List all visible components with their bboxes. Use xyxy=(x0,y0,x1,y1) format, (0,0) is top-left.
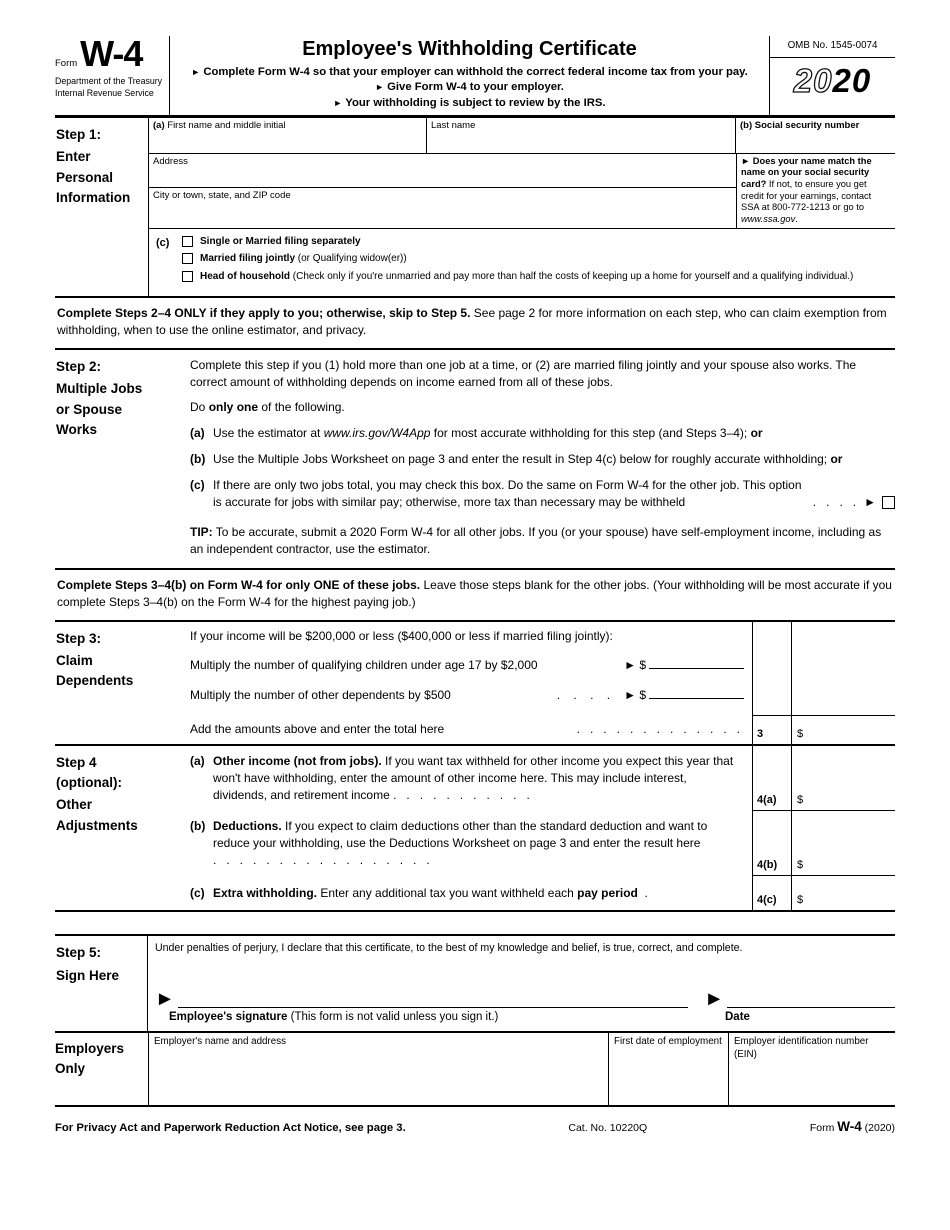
step-3-content xyxy=(148,622,895,745)
ssa-note xyxy=(736,154,895,228)
line-3-number-cell: 3 xyxy=(752,715,792,744)
item-4b-letter: (b) xyxy=(190,819,206,834)
form-header xyxy=(55,33,895,115)
first-name-field[interactable] xyxy=(149,118,426,153)
other-income-line xyxy=(148,746,752,810)
line-4c-amount-field[interactable] xyxy=(792,875,895,910)
year-outline-digits: 20 xyxy=(793,62,833,99)
item-c-line1: If there are only two jobs total, you may check this box. Do the same on Form W-4 for the other job. This option xyxy=(213,477,802,492)
empty-amount-cell xyxy=(792,649,895,683)
title-block xyxy=(169,36,770,115)
step-3-title: Claim Dependents xyxy=(56,653,134,689)
married-jointly-label: Married filing jointly (or Qualifying widow(er)) xyxy=(200,253,407,265)
department-line1: Department of the Treasury xyxy=(55,76,163,87)
dollar-sign: $ xyxy=(797,859,804,872)
section-gap xyxy=(55,912,895,934)
step-5-section xyxy=(55,936,895,1031)
steps-3-4-note-text: Leave those steps blank for the other jobs. (Your withholding will be most accurate if you complete Steps 3–4(b) on the Form W-4 for the highest paying job.) xyxy=(57,578,892,609)
privacy-act-notice: For Privacy Act and Paperwork Reduction Act Notice, see page 3. xyxy=(55,1122,406,1135)
filing-status-option-hoh xyxy=(182,271,895,284)
signature-row xyxy=(155,984,895,1011)
item-c-text xyxy=(213,477,895,511)
empty-number-cell xyxy=(752,649,792,683)
ssn-label: Social security number xyxy=(754,119,860,131)
omb-year-block xyxy=(770,36,895,115)
step-2-tip xyxy=(190,524,895,558)
form-footer xyxy=(55,1119,895,1134)
ssa-note-bold: Does your name match the name on your social security card? xyxy=(741,155,872,189)
step-1-section xyxy=(55,118,895,297)
other-dependents-line xyxy=(148,683,752,715)
signature-label: Employee's signature (This form is not valid unless you sign it.) xyxy=(169,1011,499,1024)
empty-number-cell xyxy=(752,622,792,649)
address-row xyxy=(149,154,895,229)
item-c-line2-row xyxy=(213,494,895,511)
empty-number-cell xyxy=(752,683,792,715)
ssn-letter: (b) xyxy=(740,119,753,131)
step-1-label-column xyxy=(55,118,148,297)
tax-year xyxy=(770,58,895,100)
last-name-field[interactable] xyxy=(426,118,736,153)
header-bullet-3 xyxy=(176,96,763,111)
step-1-number: Step 1: xyxy=(56,126,102,142)
step-3-number: Step 3: xyxy=(56,630,102,646)
empty-amount-cell xyxy=(792,622,895,649)
filing-status-option-single xyxy=(182,236,895,249)
perjury-declaration: Under penalties of perjury, I declare that this certificate, to the best of my knowledge and belief, is true, correct, and complete. xyxy=(155,942,743,955)
step-5-number: Step 5: xyxy=(56,945,102,961)
step-1-title: Enter Personal Information xyxy=(56,149,131,205)
address-label: Address xyxy=(153,155,188,167)
filing-status-option-married xyxy=(182,253,895,266)
dot-leader: . . . . . . . . . . . . . xyxy=(576,721,740,736)
steps-2-4-note-text: See page 2 for more information on each step, who can claim exemption from withholding, when to use the online estimator, and privacy. xyxy=(57,306,887,338)
qualifying-children-line xyxy=(148,649,752,683)
item-a-text: Use the estimator at www.irs.gov/W4App for most accurate withholding for this step (and Steps 3–4); or xyxy=(213,426,763,441)
dollar-sign: $ xyxy=(797,794,804,807)
name-ssn-row xyxy=(149,118,895,154)
step-5-content xyxy=(148,936,895,1031)
step-3-intro: If your income will be $200,000 or less ($400,000 or less if married filing jointly): xyxy=(190,628,613,643)
deductions-line xyxy=(148,810,752,875)
step-4-number: Step 4 (optional): xyxy=(56,755,122,790)
step-3-section xyxy=(55,622,895,745)
header-bullet-3-text: Your withholding is subject to review by the IRS. xyxy=(345,96,606,109)
footer-form-year: (2020) xyxy=(864,1122,895,1135)
step-5-label-column xyxy=(55,936,148,1031)
header-bullet-2-text: Give Form W-4 to your employer. xyxy=(387,81,564,94)
empty-amount-cell xyxy=(792,683,895,715)
step-1-fields xyxy=(148,118,895,297)
item-4c-text: Extra withholding. Enter any additional tax you want withheld each pay period . xyxy=(213,886,648,901)
omb-number: OMB No. 1545-0074 xyxy=(770,36,895,58)
step-2-do-line: Do only one of the following. xyxy=(190,400,345,415)
line-3-amount-field[interactable] xyxy=(792,715,895,744)
dot-leader: . xyxy=(637,886,648,901)
filing-status-options xyxy=(182,236,895,289)
employers-only-section xyxy=(55,1033,895,1105)
form-word-label: Form xyxy=(55,58,78,69)
filing-status-row xyxy=(149,229,895,297)
step-2-item-a xyxy=(190,425,895,442)
form-footer-id xyxy=(810,1119,895,1134)
employers-only-label-column xyxy=(55,1033,148,1105)
tip-label: TIP: xyxy=(190,525,213,540)
single-checkbox[interactable] xyxy=(182,236,193,247)
line-4c-number-cell: 4(c) xyxy=(752,875,792,910)
header-bullet-1-text: Complete Form W-4 so that your employer can withhold the correct federal income tax from your pay. xyxy=(203,66,748,78)
step-4-section xyxy=(55,746,895,910)
department-block xyxy=(55,76,169,99)
step-2-label-column xyxy=(55,350,148,568)
step-2-title: Multiple Jobs or Spouse Works xyxy=(56,381,143,437)
two-jobs-checkbox[interactable] xyxy=(882,496,895,509)
head-of-household-label: Head of household (Check only if you're unmarried and pay more than half the costs of keeping up a home for yourself and a qualifying individual.) xyxy=(200,270,854,282)
line-4b-number-cell: 4(b) xyxy=(752,810,792,875)
first-employment-date-label: First date of employment xyxy=(614,1036,722,1048)
step-2-section xyxy=(55,350,895,568)
ssa-link: www.ssa.gov xyxy=(741,213,796,224)
dot-leader: . . . . . . . . . . . . . . . . . xyxy=(213,853,430,868)
dependents-total-line xyxy=(148,715,752,744)
employer-name-label: Employer's name and address xyxy=(154,1036,287,1048)
department-line2: Internal Revenue Service xyxy=(55,87,154,98)
line-4a-amount-field[interactable] xyxy=(792,746,895,810)
header-bullet-1 xyxy=(176,65,763,80)
dollar-sign: $ xyxy=(797,894,804,907)
line-4b-amount-field[interactable] xyxy=(792,810,895,875)
ein-field[interactable] xyxy=(728,1033,895,1105)
address-field[interactable] xyxy=(149,154,736,188)
step-4-content xyxy=(148,746,895,910)
steps-3-4-note xyxy=(55,570,895,620)
head-of-household-checkbox[interactable] xyxy=(182,271,193,282)
tip-text: To be accurate, submit a 2020 Form W-4 for all other jobs. If you (or your spouse) have self-employment income, including as an independent contractor, use the estimator. xyxy=(190,525,882,557)
step-2-content xyxy=(148,350,895,568)
footer-form-word: Form xyxy=(809,1122,835,1135)
dollar-sign: $ xyxy=(797,728,804,741)
ssa-note-period: . xyxy=(795,213,798,224)
item-4c-letter: (c) xyxy=(190,886,205,901)
header-bullet-2 xyxy=(176,80,763,95)
arrow-icon: ► xyxy=(741,155,751,166)
children-amount-field[interactable] xyxy=(649,658,744,669)
arrow-icon: ► xyxy=(333,97,343,108)
step-2-item-c xyxy=(190,477,895,511)
line-4a-number-cell: 4(a) xyxy=(752,746,792,810)
item-4a-letter: (a) xyxy=(190,754,205,769)
dependents-total-text: Add the amounts above and enter the total here xyxy=(190,721,445,736)
arrow-icon: ► xyxy=(704,988,724,1011)
arrow-icon: ► xyxy=(155,988,175,1011)
employer-name-address-field[interactable] xyxy=(148,1033,608,1105)
first-name-letter: (a) xyxy=(153,119,165,131)
item-c-letter: (c) xyxy=(190,477,205,492)
address-column xyxy=(149,154,736,228)
dependents-amount-field[interactable] xyxy=(649,688,744,699)
single-label: Single or Married filing separately xyxy=(200,235,361,247)
city-state-zip-field[interactable] xyxy=(149,188,736,228)
item-a-letter: (a) xyxy=(190,426,205,441)
step-5-title: Sign Here xyxy=(56,967,120,983)
qualifying-children-entry xyxy=(624,657,744,673)
form-number: W-4 xyxy=(80,33,143,74)
step-2-item-b xyxy=(190,451,895,468)
item-b-letter: (b) xyxy=(190,452,206,467)
married-jointly-checkbox[interactable] xyxy=(182,253,193,264)
other-dependents-text: Multiply the number of other dependents by $500 xyxy=(190,687,451,702)
step-3-label-column xyxy=(55,622,148,745)
arrow-icon: ► xyxy=(624,657,636,672)
steps-2-4-note-bold: Complete Steps 2–4 ONLY if they apply to you; otherwise, skip to Step 5. xyxy=(57,306,471,321)
catalog-number: Cat. No. 10220Q xyxy=(568,1122,648,1135)
date-label: Date xyxy=(725,1011,750,1024)
first-name-label: First name and middle initial xyxy=(167,119,286,131)
qualifying-children-text: Multiply the number of qualifying children under age 17 by $2,000 xyxy=(190,657,538,672)
extra-withholding-line xyxy=(148,875,752,910)
city-label: City or town, state, and ZIP code xyxy=(153,189,291,201)
date-field[interactable] xyxy=(727,984,895,1008)
form-title: Employee's Withholding Certificate xyxy=(302,38,637,60)
signature-field[interactable] xyxy=(178,984,688,1008)
signature-labels-row xyxy=(155,1011,895,1023)
item-c-line2: is accurate for jobs with similar pay; otherwise, more tax than necessary may be withheld xyxy=(213,494,686,509)
employers-only-label: Employers Only xyxy=(55,1041,125,1076)
first-employment-date-field[interactable] xyxy=(608,1033,728,1105)
form-number-block xyxy=(55,33,169,115)
footer-form-number: W-4 xyxy=(837,1119,862,1135)
section-divider xyxy=(55,1105,895,1107)
steps-2-4-note xyxy=(55,298,895,348)
dot-leader: . . . . xyxy=(812,494,857,509)
year-solid-digits: 20 xyxy=(832,62,872,99)
step-2-number: Step 2: xyxy=(56,358,102,374)
item-b-text: Use the Multiple Jobs Worksheet on page 3 and enter the result in Step 4(c) below for roughly accurate withholding; or xyxy=(213,452,843,467)
ssn-field[interactable] xyxy=(736,118,895,153)
other-dependents-entry xyxy=(624,687,744,703)
last-name-label: Last name xyxy=(431,119,476,131)
filing-status-letter: (c) xyxy=(156,236,170,249)
step-4-title: Other Adjustments xyxy=(56,797,138,833)
item-4a-text: Other income (not from jobs). If you want tax withheld for other income you expect this year that won't have withholding, enter the amount of other income here. This may include interest, dividends, and retirement income . . . . . . . . . . . xyxy=(213,754,734,803)
arrow-icon: ► xyxy=(864,494,876,509)
arrow-icon: ► xyxy=(375,82,384,93)
step-4-label-column xyxy=(55,746,148,910)
steps-3-4-note-bold: Complete Steps 3–4(b) on Form W-4 for only ONE of these jobs. xyxy=(57,578,421,593)
dollar-sign: $ xyxy=(639,657,646,672)
step-2-intro: Complete this step if you (1) hold more than one job at a time, or (2) are married filing jointly and your spouse also works. The correct amount of withholding depends on income earned from all of these jobs. xyxy=(190,357,857,389)
arrow-icon: ► xyxy=(624,687,636,702)
arrow-icon: ► xyxy=(191,67,201,77)
dot-leader: . . . . . . . . . . . xyxy=(393,788,530,803)
ssa-note-text: If not, to ensure you get credit for your earnings, contact SSA at 800-772-1213 or go to xyxy=(741,178,872,213)
ein-label: Employer identification number (EIN) xyxy=(734,1036,869,1061)
dollar-sign: $ xyxy=(639,687,646,702)
item-4b-text: Deductions. If you expect to claim deductions other than the standard deduction and want to reduce your withholding, use the Deductions Worksheet on page 3 and enter the result here . . . . . . . . . . . . . . . . . xyxy=(213,819,708,868)
dot-leader: . . . . xyxy=(556,687,611,702)
irs-estimator-link: www.irs.gov/W4App xyxy=(323,426,431,441)
